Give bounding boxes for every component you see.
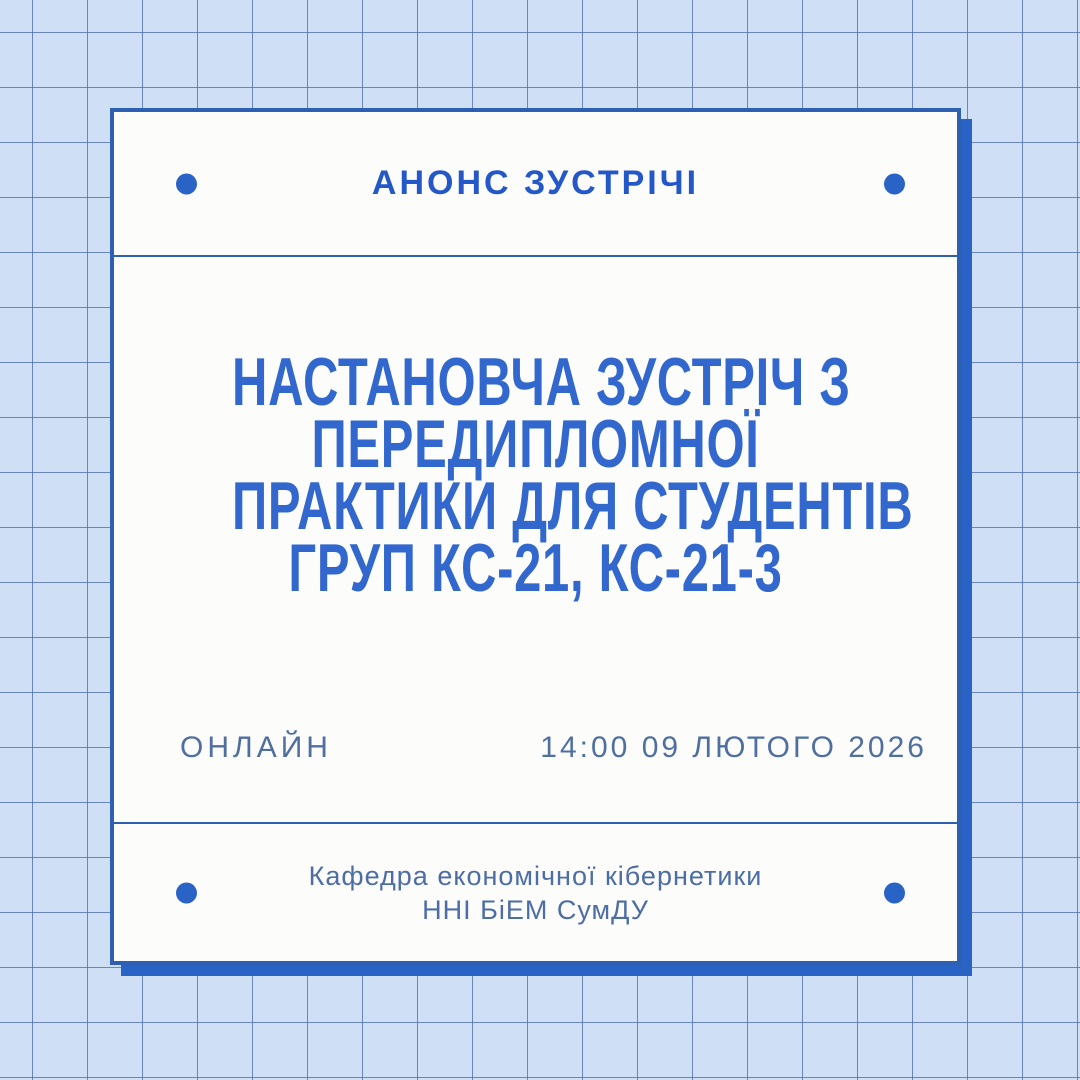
announcement-card xyxy=(110,108,961,965)
decorative-dot-footer-right xyxy=(884,882,905,903)
decorative-dot-right xyxy=(884,173,905,194)
card-main xyxy=(114,257,957,822)
decorative-dot-left xyxy=(176,173,197,194)
event-title xyxy=(232,344,914,606)
header-title: АНОНС ЗУСТРІЧІ xyxy=(371,164,700,202)
event-meta-row xyxy=(180,731,927,765)
event-title-line-3: ПРАКТИКИ ДЛЯ СТУДЕНТІВ xyxy=(232,468,914,544)
decorative-dot-footer-left xyxy=(176,882,197,903)
card-footer xyxy=(114,822,957,961)
event-title-line-2: ПЕРЕДИПЛОМНОЇ xyxy=(311,406,760,482)
event-format-label: ОНЛАЙН xyxy=(180,731,332,764)
card-header xyxy=(114,112,957,257)
event-title-line-1: НАСТАНОВЧА ЗУСТРІЧ З xyxy=(232,344,851,420)
footer-organization-line-2: ННІ БіЕМ СумДУ xyxy=(422,894,649,925)
event-title-line-4: ГРУП КС-21, КС-21-3 xyxy=(288,530,783,606)
footer-organization-line-1: Кафедра економічної кібернетики xyxy=(308,860,763,891)
event-datetime-label: 14:00 09 ЛЮТОГО 2026 xyxy=(540,731,927,764)
